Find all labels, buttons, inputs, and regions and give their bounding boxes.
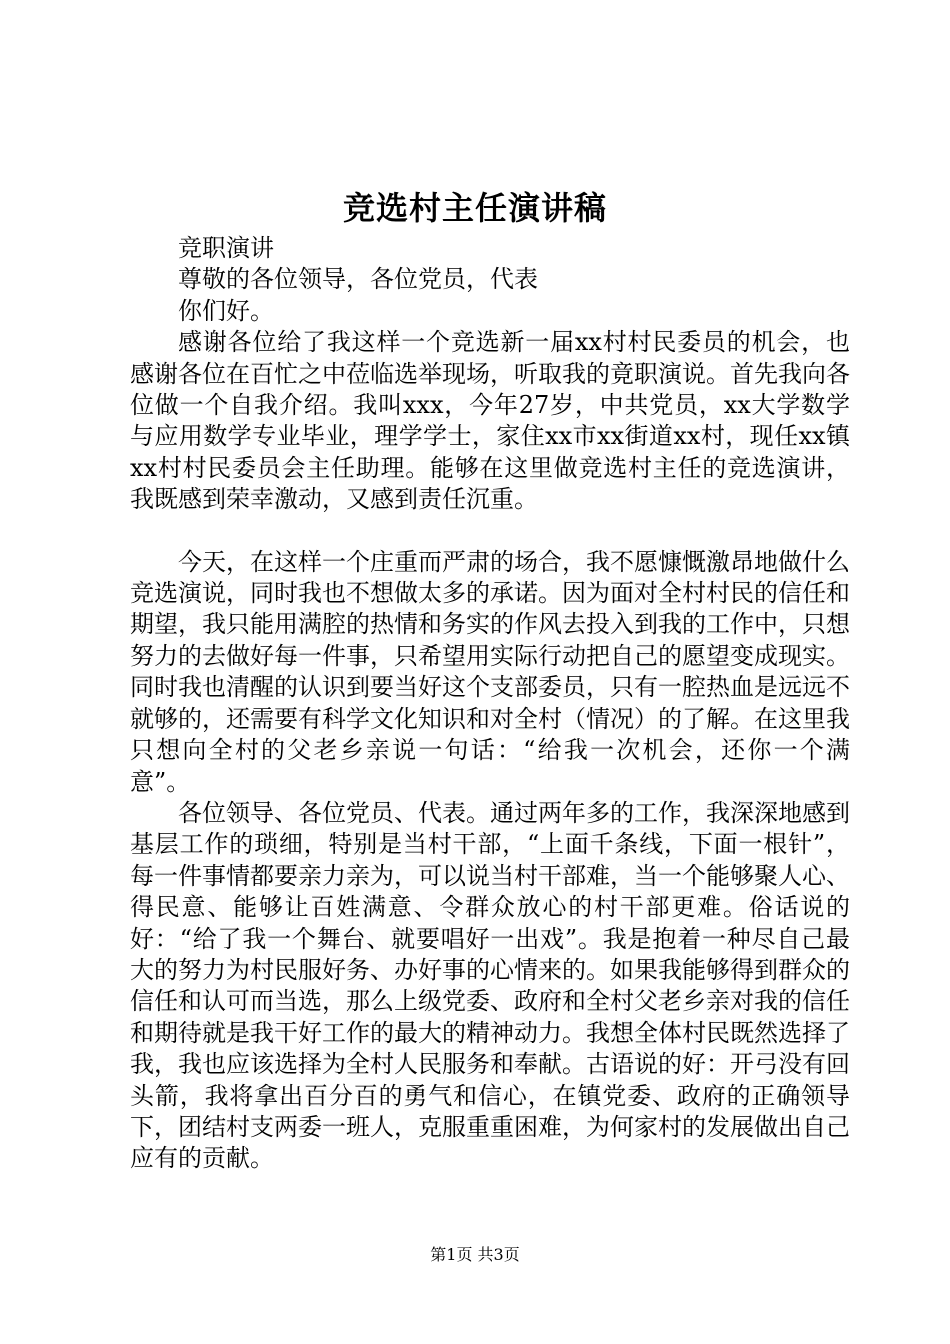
document-body (130, 233, 850, 1175)
paragraph-introduction: 感谢各位给了我这样一个竞选新一届xx村村民委员的机会，也感谢各位在百忙之中莅临选举现场，听取我的竟职演说。首先我向各位做一个自我介绍。我叫xxx，今年27岁，中共党员，xx大学数学与应用数学专业毕业，理学学士，家住xx市xx街道xx村，现任xx镇xx村村民委员会主任助理。能够在这里做竞选村主任的竞选演讲，我既感到荣幸激动，又感到责任沉重。 (130, 328, 850, 514)
paragraph-commitment: 今天，在这样一个庄重而严肃的场合，我不愿慷慨激昂地做什么竞选演说，同时我也不想做太多的承诺。因为面对全村村民的信任和期望，我只能用满腔的热情和务实的作风去投入到我的工作中，只想努力的去做好每一件事，只希望用实际行动把自己的愿望变成现实。同时我也清醒的认识到要当好这个支部委员，只有一腔热血是远远不就够的，还需要有科学文化知识和对全村（情况）的了解。在这里我只想向全村的父老乡亲说一句话：“给我一次机会，还你一个满意”。 (130, 547, 850, 796)
paragraph-heading: 竞职演讲 (178, 234, 274, 262)
paragraph-salutation: 尊敬的各位领导，各位党员，代表 (178, 265, 538, 294)
document-title: 竞选村主任演讲稿 (342, 189, 607, 227)
page-number-footer: 第1页 共3页 (430, 1245, 520, 1264)
paragraph-closing: 各位领导、各位党员、代表。通过两年多的工作，我深深地感到基层工作的琐细，特别是当村干部，“上面千条线，下面一根针”，每一件事情都要亲力亲为，可以说当村干部难，当一个能够聚人心、得民意、能够让百姓满意、令群众放心的村干部更难。俗话说的好：“给了我一个舞台、就要唱好一出戏”。我是抱着一种尽自己最大的努力为村民服好务、办好事的心情来的。如果我能够得到群众的信任和认可而当选，那么上级党委、政府和全村父老乡亲对我的信任和期待就是我干好工作的最大的精神动力。我想全体村民既然选择了我，我也应该选择为全村人民服务和奉献。古语说的好：开弓没有回头箭，我将拿出百分百的勇气和信心，在镇党委、政府的正确领导下，团结村支两委一班人，克服重重困难，为何家村的发展做出自己应有的贡献。 (130, 798, 850, 1173)
paragraph-greeting: 你们好。 (178, 296, 274, 325)
